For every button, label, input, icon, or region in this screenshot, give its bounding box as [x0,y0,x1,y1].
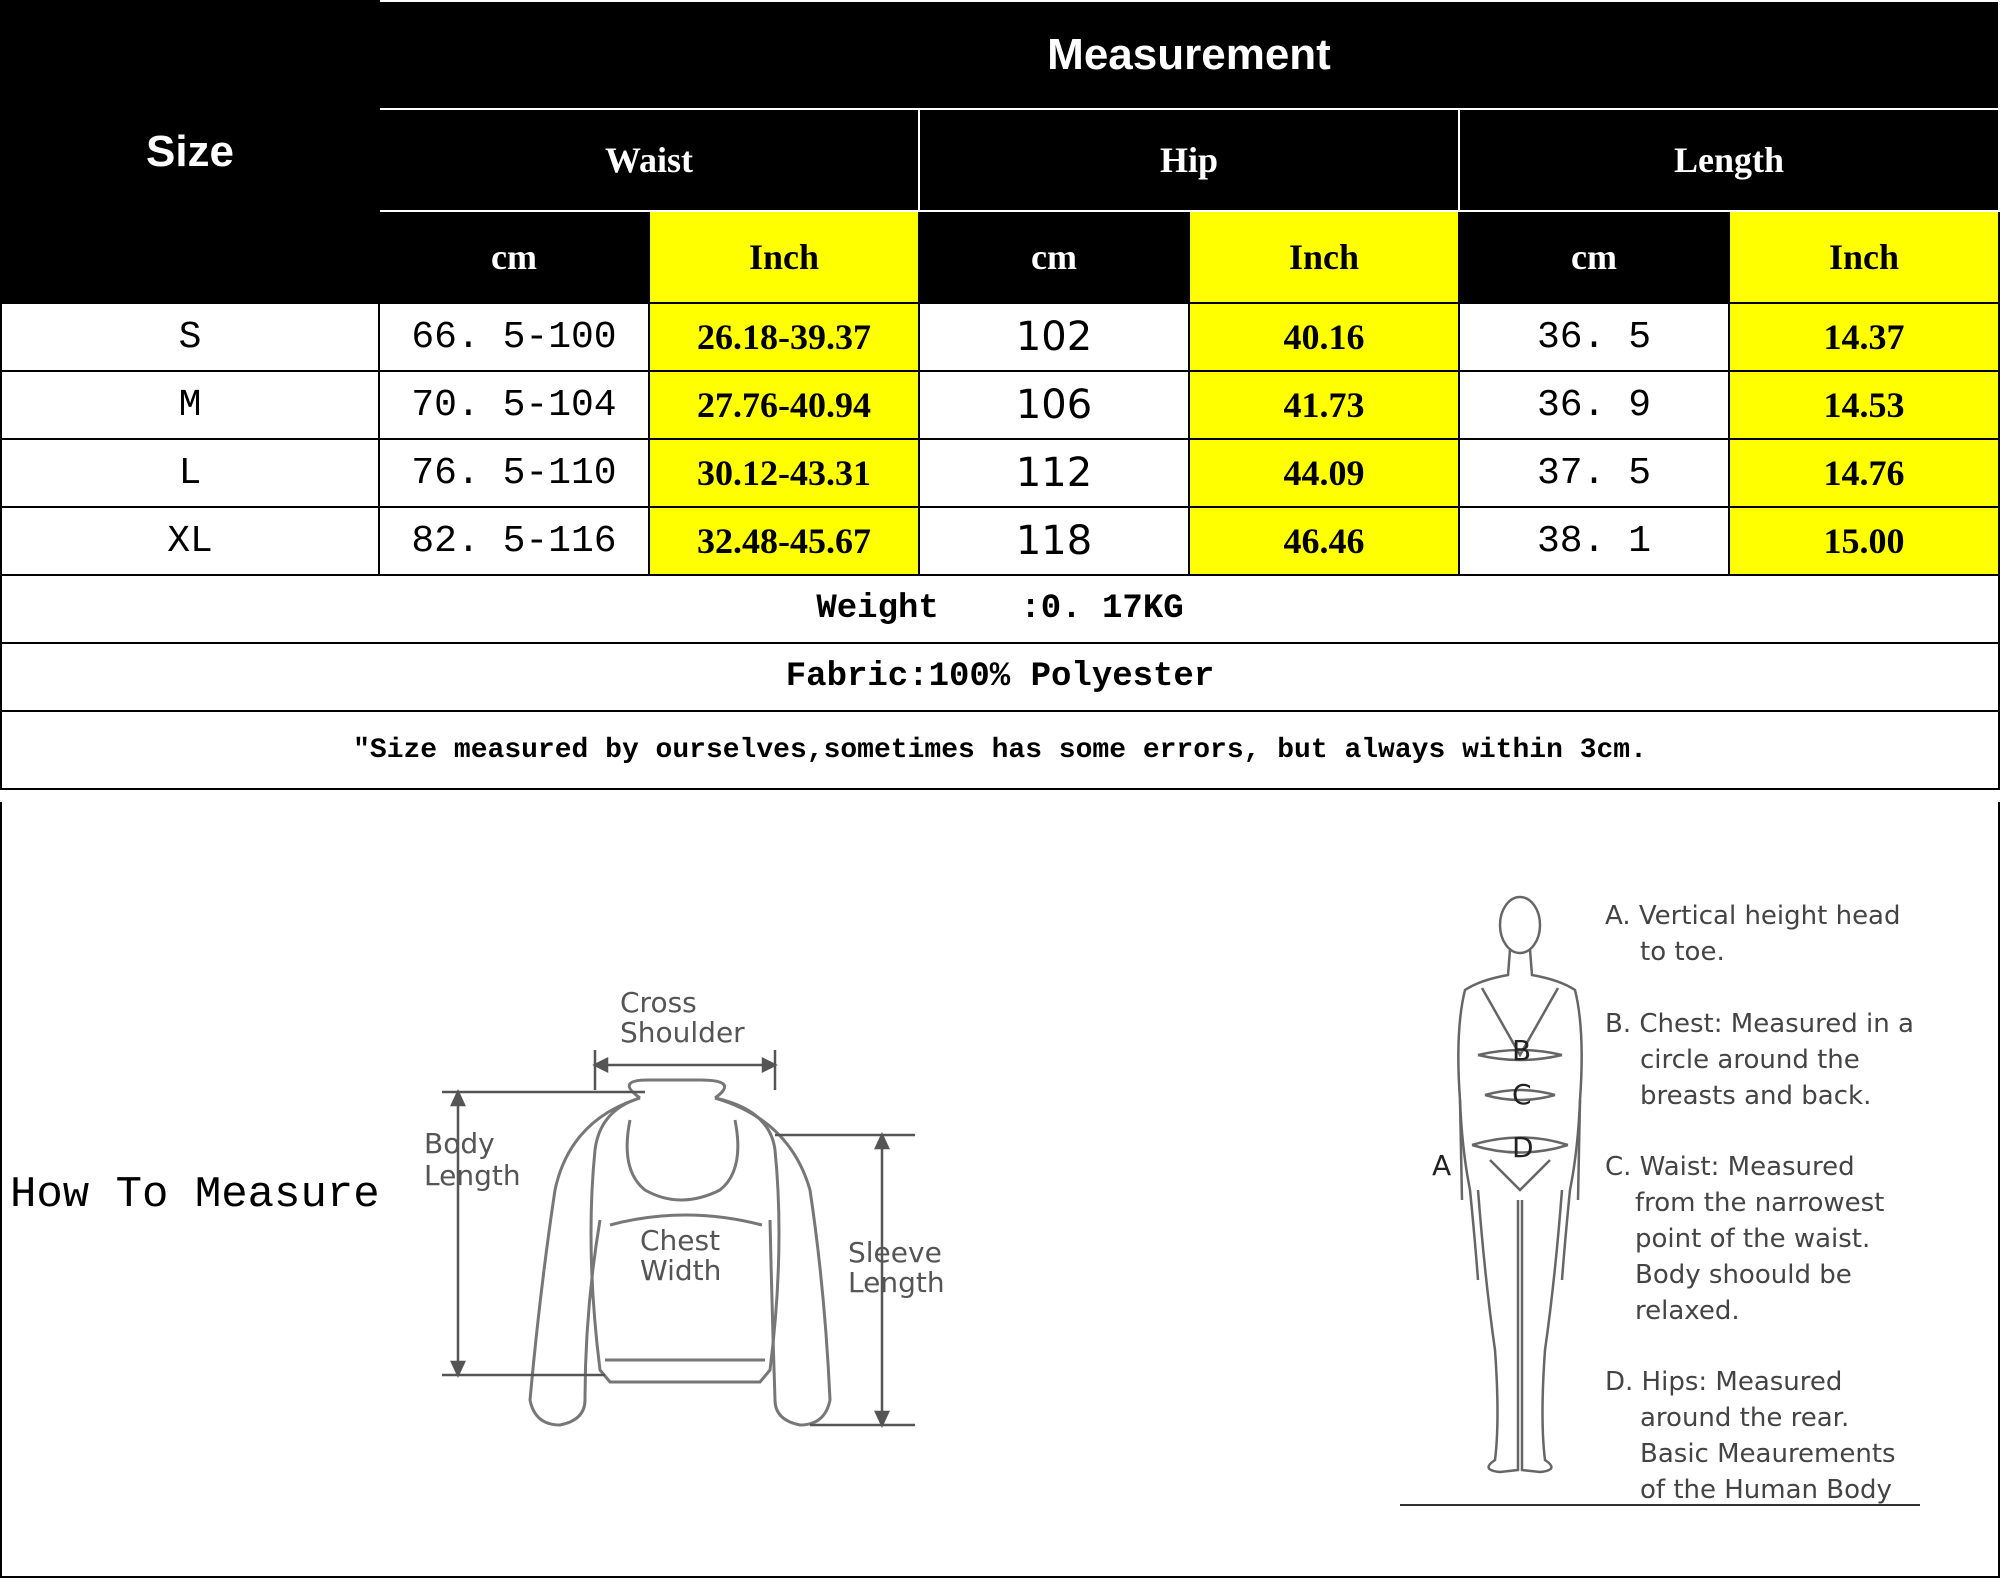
letter-a: A [1432,1149,1452,1182]
length-header: Length [1459,109,1999,211]
size-cell: L [1,439,379,507]
remark-row [1,711,1999,789]
waist-inch-cell: 26.18-39.37 [649,303,919,371]
length-inch-cell: 14.37 [1729,303,1999,371]
note-d: Basic Meaurements [1640,1439,1896,1469]
hip-cm-cell: 118 [919,507,1189,575]
note-d: around the rear. [1640,1403,1850,1433]
hip-cm-cell: 106 [919,371,1189,439]
letter-b: B [1512,1034,1532,1067]
cross-shoulder-label: Cross [620,986,697,1019]
hip-inch-cell: 44.09 [1189,439,1459,507]
size-header: Size [1,1,379,303]
unit-header: Inch [1729,211,1999,303]
waist-cm-cell: 70. 5-104 [379,371,649,439]
unit-header: Inch [649,211,919,303]
how-to-measure-title: How To Measure [10,1170,380,1220]
measurement-header: Measurement [379,1,1999,109]
hip-cm-cell: 112 [919,439,1189,507]
fabric-row [1,643,1999,711]
unit-header: cm [919,211,1189,303]
size-table [0,0,2000,790]
length-cm-cell: 36. 9 [1459,371,1729,439]
body-diagram [1400,880,1940,1520]
chest-width-label: Width [640,1254,722,1287]
note-a: A. Vertical height head [1605,901,1901,931]
body-figure [1458,897,1581,1472]
body-length-label: Body [424,1127,495,1160]
remark-text: "Size measured by ourselves,sometimes has some errors, but always within 3cm. [1,711,1999,789]
sleeve-length-label: Sleeve [848,1236,942,1269]
cross-shoulder-label: Shoulder [620,1016,745,1049]
note-c: C. Waist: Measured [1605,1152,1855,1182]
size-cell: S [1,303,379,371]
waist-cm-cell: 76. 5-110 [379,439,649,507]
note-b: breasts and back. [1640,1081,1872,1111]
length-inch-cell: 15.00 [1729,507,1999,575]
fabric-text: Fabric:100% Polyester [1,643,1999,711]
waist-cm-cell: 66. 5-100 [379,303,649,371]
hip-inch-cell: 41.73 [1189,371,1459,439]
table-row [1,507,1999,575]
hip-header: Hip [919,109,1459,211]
chest-width-label: Chest [640,1224,721,1257]
note-c: relaxed. [1635,1296,1740,1326]
unit-header: Inch [1189,211,1459,303]
hip-inch-cell: 46.46 [1189,507,1459,575]
hip-inch-cell: 40.16 [1189,303,1459,371]
note-b: circle around the [1640,1045,1860,1075]
unit-header: cm [1459,211,1729,303]
waist-inch-cell: 32.48-45.67 [649,507,919,575]
waist-header: Waist [379,109,919,211]
table-row [1,371,1999,439]
waist-cm-cell: 82. 5-116 [379,507,649,575]
weight-text: Weight :0. 17KG [1,575,1999,643]
weight-row [1,575,1999,643]
waist-inch-cell: 27.76-40.94 [649,371,919,439]
note-c: point of the waist. [1635,1224,1871,1254]
size-cell: M [1,371,379,439]
body-length-label: Length [424,1159,521,1192]
hip-cm-cell: 102 [919,303,1189,371]
length-cm-cell: 36. 5 [1459,303,1729,371]
unit-header: cm [379,211,649,303]
sleeve-length-label: Length [848,1266,945,1299]
note-c: from the narrowest [1635,1188,1885,1218]
note-d: D. Hips: Measured [1605,1367,1843,1397]
length-cm-cell: 38. 1 [1459,507,1729,575]
table-row [1,303,1999,371]
table-row [1,439,1999,507]
letter-d: D [1512,1131,1534,1164]
letter-c: C [1512,1078,1532,1111]
note-a: to toe. [1640,937,1725,967]
note-c: Body shoould be [1635,1260,1852,1290]
size-cell: XL [1,507,379,575]
note-b: B. Chest: Measured in a [1605,1009,1914,1039]
note-d: of the Human Body [1640,1475,1892,1505]
length-inch-cell: 14.53 [1729,371,1999,439]
garment-diagram [400,970,980,1440]
waist-inch-cell: 30.12-43.31 [649,439,919,507]
length-inch-cell: 14.76 [1729,439,1999,507]
length-cm-cell: 37. 5 [1459,439,1729,507]
